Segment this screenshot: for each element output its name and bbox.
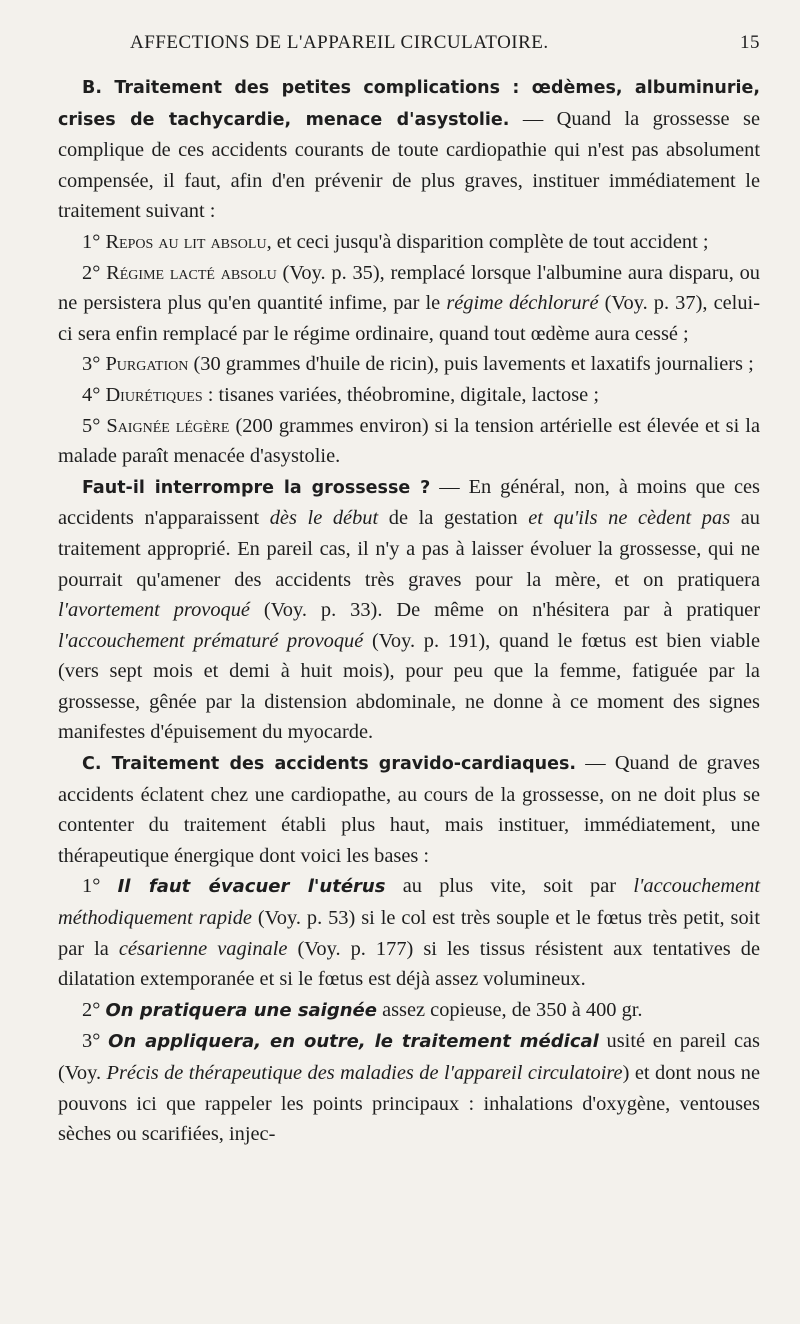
list-item	[58, 411, 760, 472]
italic-run: l'avortement provoqué	[58, 599, 250, 622]
item-number: 2°	[82, 261, 107, 284]
list-item	[58, 227, 760, 258]
item-italic: régime déchloruré	[446, 292, 599, 315]
text-run: ) et dont nous ne pouvons ici que rappeler les points principaux : inhalations d'oxygène, ventouses sèches ou scarifiées, injec-	[58, 1062, 760, 1146]
running-head	[58, 28, 760, 58]
item-text: (Voy. p. 35), remplacé lorsque l'albumine aura disparu, ou ne persistera plus qu'en quantité infime, par le	[58, 261, 760, 315]
item-number: 3°	[82, 353, 106, 376]
text-run: au plus vite, soit par	[385, 875, 634, 898]
text-run: usité en pareil cas (Voy.	[58, 1030, 760, 1084]
section-c-heading: C. Traitement des accidents gravido-cardiaques.	[82, 754, 577, 775]
item-text: (30 grammes d'huile de ricin), puis lavements et laxatifs journaliers ;	[188, 353, 754, 376]
text-run: (Voy. p. 53) si le col est très souple et le fœtus très petit, soit par la	[58, 907, 761, 960]
italic-run: et qu'ils ne cèdent pas	[528, 507, 731, 530]
item-label: Purgation	[105, 353, 189, 376]
text-run: (Voy. p. 33). De même on n'hésitera par à pratiquer	[249, 599, 761, 622]
list-item	[58, 995, 760, 1027]
body-text	[58, 72, 760, 1150]
list-item	[58, 380, 760, 411]
interrupt-paragraph	[58, 472, 760, 748]
section-b-paragraph	[58, 72, 760, 227]
item-bold-italic: On appliquera, en outre, le traitement médical	[108, 1031, 599, 1053]
text-run: (Voy. p. 177) si les tissus résistent aux tentatives de dilatation extemporanée et si le fœtus est déjà assez volumineux.	[58, 937, 761, 991]
text-run: — En général, non, à moins que ces accidents n'apparaissent	[58, 475, 760, 530]
section-b-intro: — Quand la grossesse se complique de ces accidents courants de toute cardiopathie qui n'est pas absolument compensée, il faut, afin d'en prévenir de plus graves, instituer immédiatement le traitement suivant :	[58, 107, 760, 223]
section-c-paragraph	[58, 748, 760, 871]
text-run: de la gestation	[378, 507, 529, 530]
italic-run: dès le début	[269, 507, 379, 530]
text-run: assez copieuse, de 350 à 400 gr.	[376, 998, 643, 1021]
item-number: 4°	[82, 383, 106, 406]
list-item	[58, 1026, 760, 1149]
item-number: 3°	[82, 1030, 109, 1053]
item-label: Repos au lit absolu	[105, 230, 267, 253]
italic-run: Précis de thérapeutique des maladies de l'appareil circulatoire	[106, 1062, 623, 1084]
item-text: , et ceci jusqu'à disparition complète de tout accident ;	[266, 230, 709, 253]
item-text: (Voy. p. 37), celui-ci sera enfin remplacé par le régime ordinaire, quand tout œdème aura cessé ;	[58, 292, 760, 345]
running-title: AFFECTIONS DE L'APPAREIL CIRCULATOIRE.	[130, 32, 549, 53]
item-text: (200 grammes environ) si la tension artérielle est élevée et si la malade paraît menacée d'asystolie.	[58, 414, 760, 468]
item-number: 1°	[82, 875, 118, 898]
item-text: : tisanes variées, théobromine, digitale, lactose ;	[202, 383, 599, 406]
section-c-intro: — Quand de graves accidents éclatent chez une cardiopathe, au cours de la grossesse, on ne doit plus se contenter du traitement établi plus haut, mais instituer, immédiatement, une thérapeutique énergique dont voici les bases :	[58, 752, 760, 867]
italic-run: l'accouchement méthodiquement rapide	[58, 875, 760, 930]
italic-run: l'accouchement prématuré provoqué	[58, 629, 364, 652]
item-label: Diurétiques	[105, 383, 203, 406]
list-item	[58, 871, 760, 994]
page-number: 15	[740, 32, 760, 53]
item-label: Saignée légère	[106, 414, 230, 437]
section-b-heading: B. Traitement des petites complications : œdèmes, albuminurie, crises de tachycardie, menace d'asystolie.	[58, 78, 760, 130]
text-run: (Voy. p. 191), quand le fœtus est bien viable (vers sept mois et demi à huit mois), pour peu que la femme, fatiguée par la grossesse, gênée par la distension abdominale, ne donne à ce moment des signes manifestes d'épuisement du myocarde.	[58, 629, 761, 744]
item-bold-italic: Il faut évacuer l'utérus	[117, 876, 386, 898]
item-bold-italic: On pratiquera une saignée	[105, 999, 377, 1021]
item-number: 1°	[82, 230, 106, 253]
item-number: 2°	[82, 998, 106, 1021]
list-item	[58, 349, 760, 380]
text-run: au traitement approprié. En pareil cas, il n'y a pas à laisser évoluer la grossesse, qui ne pourrait qu'amener des accidents très graves pour la mère, et on pratiquera	[58, 507, 760, 591]
item-number: 5°	[82, 414, 107, 437]
list-item	[58, 258, 760, 350]
italic-run: césarienne vaginale	[118, 937, 288, 960]
item-label: Régime lacté absolu	[106, 261, 277, 284]
interrupt-heading: Faut-il interrompre la grossesse ?	[82, 477, 431, 498]
